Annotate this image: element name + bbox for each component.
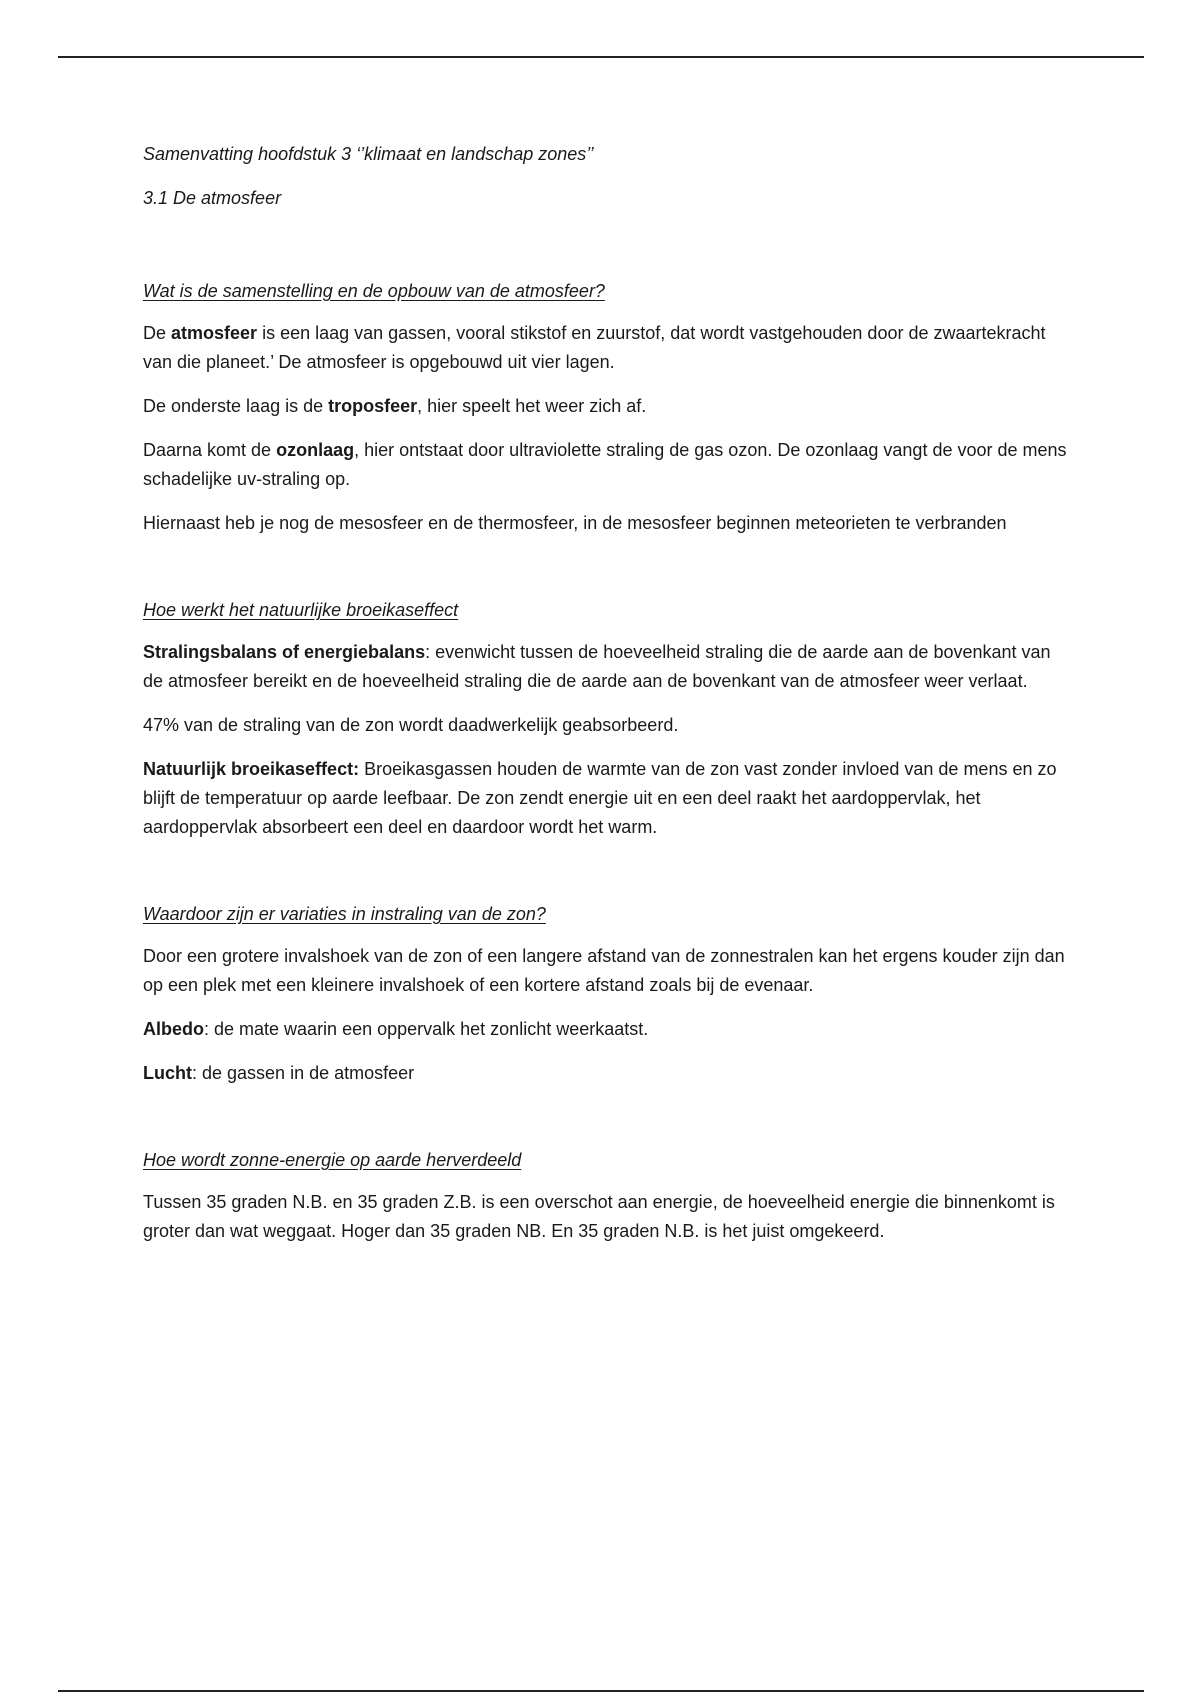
paragraph: Lucht: de gassen in de atmosfeer [143,1063,415,1083]
paragraph: Natuurlijk broeikaseffect: Broeikasgassen houden de warmte van de zon vast zonder invloed van de mens en zo blijft de temperatuur op aarde leefbaar. De zon zendt energie uit en een deel raakt het aardoppervlak, het aardoppervlak absorbeert een deel en daardoor wordt het warm. [143,759,1057,837]
bold-term: Lucht [143,1063,192,1083]
bold-term: Albedo [143,1019,204,1039]
section-heading: Wat is de samenstelling en de opbouw van de atmosfeer? [143,281,605,301]
section-heading: Waardoor zijn er variaties in instraling van de zon? [143,904,546,924]
section-heading: Hoe wordt zonne-energie op aarde herverdeeld [143,1150,522,1170]
paragraph: Hiernaast heb je nog de mesosfeer en de thermosfeer, in de mesosfeer beginnen meteorieten te verbranden [143,513,1007,533]
section-broeikaseffect [143,596,1073,842]
section-heading: Hoe werkt het natuurlijke broeikaseffect [143,600,459,620]
paragraph: De onderste laag is de troposfeer, hier speelt het weer zich af. [143,396,647,416]
bold-term: Natuurlijk broeikaseffect: [143,759,360,779]
footer-rule [58,1690,1144,1692]
bold-term: atmosfeer [171,323,258,343]
section-instraling-variaties [143,900,1073,1088]
section-herverdeling-zonne-energie [143,1146,1073,1246]
paragraph: Tussen 35 graden N.B. en 35 graden Z.B. is een overschot aan energie, de hoeveelheid energie die binnenkomt is groter dan wat weggaat. Hoger dan 35 graden NB. En 35 graden N.B. is het juist omgekeerd. [143,1192,1055,1241]
document-subtitle: 3.1 De atmosfeer [143,188,282,208]
paragraph: Albedo: de mate waarin een oppervalk het zonlicht weerkaatst. [143,1019,649,1039]
bold-term: Stralingsbalans of energiebalans [143,642,426,662]
paragraph: 47% van de straling van de zon wordt daadwerkelijk geabsorbeerd. [143,715,679,735]
paragraph: Stralingsbalans of energiebalans: evenwicht tussen de hoeveelheid straling die de aarde aan de bovenkant van de atmosfeer bereikt en de hoeveelheid straling die de aarde aan de bovenkant van de atmosfeer weer verlaat. [143,642,1051,691]
paragraph: Daarna komt de ozonlaag, hier ontstaat door ultraviolette straling de gas ozon. De ozonlaag vangt de voor de mens schadelijke uv-straling op. [143,440,1067,489]
document-title: Samenvatting hoofdstuk 3 ‘’klimaat en landschap zones’’ [143,144,594,164]
paragraph: De atmosfeer is een laag van gassen, vooral stikstof en zuurstof, dat wordt vastgehouden door de zwaartekracht van die planeet.’ De atmosfeer is opgebouwd uit vier lagen. [143,323,1046,372]
bold-term: ozonlaag [276,440,355,460]
document-body [143,140,1073,1246]
section-atmosfeer-opbouw [143,277,1073,538]
paragraph: Door een grotere invalshoek van de zon of een langere afstand van de zonnestralen kan het ergens kouder zijn dan op een plek met een kleinere invalshoek of een kortere afstand zoals bij de evenaar. [143,946,1065,995]
header-rule [58,56,1144,58]
bold-term: troposfeer [328,396,418,416]
